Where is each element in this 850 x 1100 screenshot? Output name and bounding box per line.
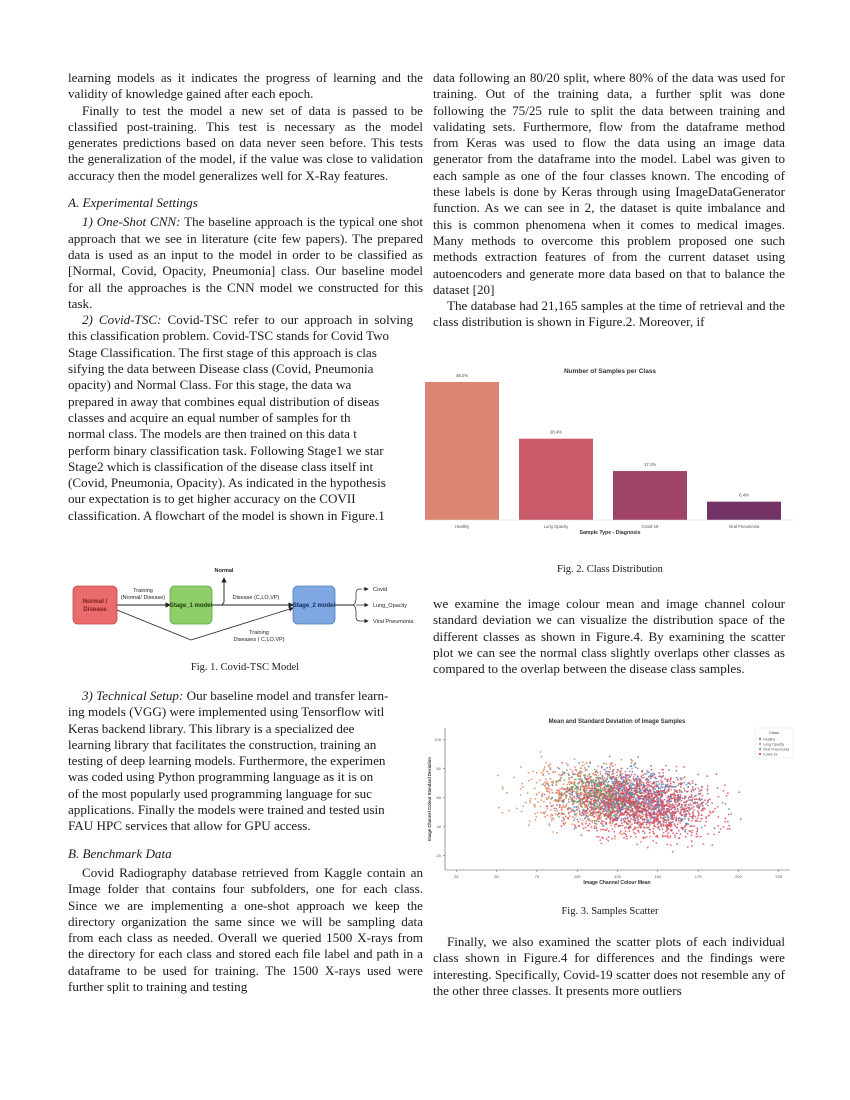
text-line: this classification problem. Covid-TSC stands for Covid Two xyxy=(68,328,390,344)
figure-2-caption: Fig. 2. Class Distribution xyxy=(557,564,663,575)
paragraph: Finally to test the model a new set of data is passed to be classified post-training. This test is necessary as the model generates predictions based on data never seen before. This tests the generalization of the model, if the value was close to validation accuracy then the model generalizes well for X-Ray features. xyxy=(68,102,423,183)
scatter-plot xyxy=(425,714,795,892)
x-tick-label: 175 xyxy=(694,874,702,879)
text-line: of the most popularly used programming language for suc xyxy=(68,785,372,801)
x-tick-label: 100 xyxy=(573,874,581,879)
text-line: opacity) and Normal Class. For this stage, the data wa xyxy=(68,377,352,393)
bar-value-label: 17.1% xyxy=(644,462,656,468)
legend-marker xyxy=(759,753,761,755)
subsection-title: 3) Technical Setup: xyxy=(82,688,184,703)
x-tick-label: 225 xyxy=(775,874,783,879)
output-viral-pneumonia-label: Viral Pneumonia xyxy=(373,619,414,625)
left-column xyxy=(68,70,423,524)
text-line: normal class. The models are then trained on this data t xyxy=(68,426,357,442)
text-line: Covid-TSC refer to our approach in solving xyxy=(161,312,413,328)
right-column xyxy=(433,70,785,331)
text-line: Stage2 which is classification of the disease class itself int xyxy=(68,458,374,474)
normal-output-label: Normal xyxy=(214,568,234,574)
x-tick-label: 25 xyxy=(454,874,459,879)
disease-label: Disease (C,LO,VP) xyxy=(232,595,280,601)
x-tick-label: Covid-19 xyxy=(641,524,659,529)
section-heading-benchmark-data: B. Benchmark Data xyxy=(68,845,172,861)
figure-3-scatter-plot xyxy=(425,714,795,892)
text-line: FAU HPC services that allow for GPU access. xyxy=(68,818,311,834)
paragraph: learning models as it indicates the progress of learning and the validity of knowledge gained after each epoch. xyxy=(68,70,423,102)
x-tick-label: Viral Pneumonia xyxy=(728,524,760,529)
training-label: Training xyxy=(133,588,153,594)
stage2-label: Stage_2 model xyxy=(292,603,336,609)
figure-1-caption: Fig. 1. Covid-TSC Model xyxy=(190,662,300,673)
input-box-label-2: Disease xyxy=(83,606,107,613)
legend-marker xyxy=(759,743,761,745)
bar-value-label: 28.4% xyxy=(550,429,562,435)
figure-1-flowchart xyxy=(64,562,426,646)
subsection-title: 1) One-Shot CNN: xyxy=(82,214,181,230)
training-label: Diseases ( C,LO,VP) xyxy=(233,637,285,643)
text-line: classes and acquire an equal number of samples for th xyxy=(68,409,351,425)
y-tick-label: 40 xyxy=(436,824,441,830)
y-tick-label: 100 xyxy=(434,737,441,743)
text-line: (Covid, Pneumonia, Opacity). As indicated in the hypothesis xyxy=(68,475,386,491)
right-column-middle xyxy=(433,596,785,677)
bar xyxy=(613,471,687,520)
x-tick-label: 125 xyxy=(614,874,621,879)
text-line: classification. A flowchart of the model is shown in Figure.1 xyxy=(68,507,385,523)
chart-title: Mean and Standard Deviation of Image Samples xyxy=(548,719,686,725)
x-tick-label: 50 xyxy=(494,874,499,879)
x-tick-label: Healthy xyxy=(454,524,470,529)
left-column-lower xyxy=(68,688,423,995)
legend-marker xyxy=(759,748,761,750)
y-tick-label: 80 xyxy=(436,766,441,772)
y-axis-label: Image Channel Colour Standard Deviation xyxy=(427,757,432,841)
stage1-label: Stage_1 model xyxy=(169,603,213,609)
text-line: ing models (VGG) were implemented using Tensorflow witl xyxy=(68,704,385,720)
bar xyxy=(707,502,781,520)
text-line: sifying the data between Disease class (Covid, Pneumonia xyxy=(68,361,374,377)
x-tick-label: Lung Opacity xyxy=(543,524,569,529)
x-tick-label: 200 xyxy=(735,874,742,879)
training-label: (Normal/ Disease) xyxy=(120,595,166,601)
x-axis-label: Image Channel Colour Mean xyxy=(583,880,651,886)
legend-title: Class xyxy=(768,730,780,735)
x-tick-label: 150 xyxy=(654,874,662,879)
legend xyxy=(755,728,793,758)
paragraph-covid-tsc xyxy=(68,312,413,524)
text-line: prepared in away that combines equal distribution of diseas xyxy=(68,393,380,409)
bar xyxy=(425,382,499,520)
legend-label: Covid-19 xyxy=(763,752,778,757)
paragraph: we examine the image colour mean and image channel colour standard deviation we can visualize the distribution space of the different classes as shown in Figure.4. By examining the scatter plot we can see the normal class slightly overlaps other classes as compared to the overlap between the disease class samples. xyxy=(433,596,785,677)
bar xyxy=(519,439,593,520)
legend-label: Viral Pneumonia xyxy=(763,747,790,752)
legend-label: Lung Opacity xyxy=(763,742,785,747)
subsection-title: 2) Covid-TSC: xyxy=(82,312,162,328)
text-line: our expectation is to get higher accuracy on the COVII xyxy=(68,491,356,507)
paragraph: Finally, we also examined the scatter plots of each individual class shown in Figure.4 for differences and the findings were interesting. Specifically, Covid-19 scatter does not resemble any of the other three classes. It presents more outliers xyxy=(433,934,785,998)
text-line: perform binary classification task. Following Stage1 we star xyxy=(68,442,384,458)
input-box xyxy=(73,586,117,624)
legend-marker xyxy=(759,738,761,740)
x-axis-label: Sample Type - Diagnosis xyxy=(579,530,641,536)
paragraph: data following an 80/20 split, where 80% of the data was used for training. Out of the training data, a further split was done following the 75/25 rule to split the data between training and validating sets. Furthermore, flow from the dataframe method from Keras was used to flow the data using an image data generator from the dataframe into the model. Label was given to each sample as one of the four classes known. The encoding of these labels is done by Keras through using ImageDataGenerator function. As we can see in 2, the dataset is quite imbalance and this is common phenomena when it comes to medical images. Many methods to overcome this problem proposed one such methods extraction features of from the current dataset using autoencoders and generate more data based on that to balance the dataset [20] xyxy=(433,70,785,297)
right-column-lower xyxy=(433,934,785,999)
text-line: applications. Finally the models were trained and tested usin xyxy=(68,802,385,818)
paragraph: Covid Radiography database retrieved from Kaggle contain an Image folder that contains four subfolders, one for each class. Since we are implementing a one-shot approach we keep the directory organization the same since we will be sampling data from each class as needed. Overall we queried 1500 X-rays from the directory for each class and stored each file label and path in a dataframe to be used for training. The 1500 X-rays used were further split to training and testing xyxy=(68,864,423,995)
x-tick-label: 75 xyxy=(534,874,540,879)
bar-value-label: 6.4% xyxy=(739,492,749,498)
paragraph-technical-setup xyxy=(68,688,417,835)
text-line: was coded using Python programming language as it is on xyxy=(68,769,374,785)
paragraph-text: The baseline approach is the typical one shot approach that we see in literature (cite few papers). The prepared data is used as an input to the model in order to be classified as [Normal, Covid, Opacity, Pneumonia] class. Our baseline model for all the approaches is the CNN model we constructed for this task. xyxy=(68,214,423,311)
training-label: Training xyxy=(249,630,269,636)
scatter-points xyxy=(497,751,742,853)
flowchart-diagram xyxy=(64,562,426,646)
output-lung-opacity-label: Lung_Opacity xyxy=(373,603,407,609)
text-line: learning library that facilitates the construction, training an xyxy=(68,736,377,752)
bar-chart xyxy=(425,362,795,540)
text-line: Keras backend library. This library is a specialized dee xyxy=(68,720,355,736)
input-box-label-1: Normal / xyxy=(82,598,108,605)
legend-label: Healthy xyxy=(763,737,776,742)
text-line: Our baseline model and transfer learn- xyxy=(183,688,389,703)
section-heading-experimental-settings: A. Experimental Settings xyxy=(68,195,198,211)
output-covid-label: Covid xyxy=(373,587,388,593)
paragraph: The database had 21,165 samples at the time of retrieval and the class distribution is shown in Figure.2. Moreover, if xyxy=(433,298,785,330)
text-line: testing of deep learning models. Furthermore, the experimen xyxy=(68,753,386,769)
y-tick-label: 60 xyxy=(436,795,441,801)
text-line: Stage Classification. The first stage of this approach is clas xyxy=(68,344,377,360)
figure-3-caption: Fig. 3. Samples Scatter xyxy=(561,906,659,917)
figure-2-bar-chart xyxy=(425,362,795,540)
bar-value-label: 48.2% xyxy=(456,373,468,378)
paragraph-one-shot-cnn xyxy=(68,214,423,312)
chart-title: Number of Samples per Class xyxy=(563,368,657,375)
y-tick-label: 20 xyxy=(436,853,441,859)
